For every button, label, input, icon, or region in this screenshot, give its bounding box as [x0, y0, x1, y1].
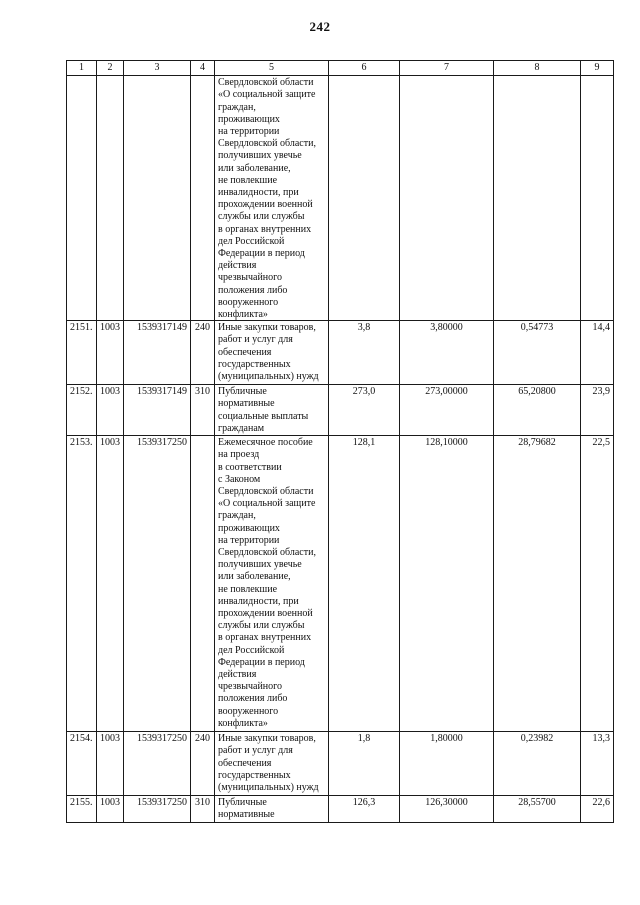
description-line: на территории — [218, 534, 280, 546]
description-cell — [215, 436, 329, 732]
description-line: социальные выплаты — [218, 410, 309, 422]
target-code-cell: 1539317149 — [124, 321, 191, 385]
row-number-cell: 2154. — [67, 732, 97, 796]
budget-table — [66, 60, 614, 823]
col7-cell — [400, 76, 494, 321]
page-number: 242 — [309, 19, 331, 34]
description-cell — [215, 321, 329, 385]
table-row-2152 — [67, 385, 614, 436]
table-row-2153 — [67, 436, 614, 732]
description-line: граждан, — [218, 101, 256, 113]
row-number-cell: 2153. — [67, 436, 97, 732]
expense-type-cell: 240 — [191, 321, 215, 385]
description-line: (муниципальных) нужд — [218, 371, 319, 383]
description-line: конфликта» — [218, 309, 268, 321]
header-cell: 1 — [67, 61, 97, 76]
col6-cell: 1,8 — [329, 732, 400, 796]
description-line: чрезвычайного — [218, 681, 283, 693]
header-cell: 7 — [400, 61, 494, 76]
description-line: нормативные — [218, 809, 275, 821]
description-line: гражданам — [218, 422, 265, 434]
table-row-2154 — [67, 732, 614, 796]
col6-cell: 128,1 — [329, 436, 400, 732]
header-cell: 3 — [124, 61, 191, 76]
target-code-cell: 1539317250 — [124, 436, 191, 732]
table-row-continuation — [67, 76, 614, 321]
col7-cell: 3,80000 — [400, 321, 494, 385]
section-code-cell: 1003 — [97, 436, 124, 732]
description-line: Иные закупки товаров, — [218, 733, 316, 745]
description-line: проживающих — [218, 113, 280, 125]
description-cell — [215, 76, 329, 321]
description-line: «О социальной защите — [218, 89, 316, 101]
col6-cell: 126,3 — [329, 796, 400, 823]
col8-cell: 65,20800 — [494, 385, 581, 436]
description-line: Федерации в период — [218, 248, 305, 260]
description-line: в соответствии — [218, 461, 282, 473]
description-line: положения либо — [218, 693, 288, 705]
row-number-cell: 2151. — [67, 321, 97, 385]
description-line: конфликта» — [218, 717, 268, 729]
description-line: инвалидности, при — [218, 595, 299, 607]
description-line: с Законом — [218, 473, 261, 485]
target-code-cell: 1539317149 — [124, 385, 191, 436]
description-line: «О социальной защите — [218, 498, 316, 510]
description-line: или заболевание, — [218, 571, 291, 583]
description-cell — [215, 385, 329, 436]
description-text — [218, 386, 325, 434]
description-line: вооруженного — [218, 296, 279, 308]
expense-type-cell — [191, 76, 215, 321]
col7-cell: 1,80000 — [400, 732, 494, 796]
description-line: службы или службы — [218, 211, 305, 223]
row-number-cell: 2155. — [67, 796, 97, 823]
description-text — [218, 797, 325, 821]
col8-cell: 0,23982 — [494, 732, 581, 796]
description-line: государственных — [218, 769, 291, 781]
expense-type-cell: 240 — [191, 732, 215, 796]
table-row-2155 — [67, 796, 614, 823]
description-line: проживающих — [218, 522, 280, 534]
description-line: в органах внутренних — [218, 223, 312, 235]
description-text — [218, 322, 325, 383]
col8-cell: 0,54773 — [494, 321, 581, 385]
expense-type-cell — [191, 436, 215, 732]
description-line: действия — [218, 260, 257, 272]
col7-cell: 128,10000 — [400, 436, 494, 732]
description-line: Свердловской области, — [218, 547, 316, 559]
description-line: обеспечения — [218, 757, 272, 769]
description-text — [218, 733, 325, 794]
col9-cell: 22,5 — [581, 436, 614, 732]
section-code-cell: 1003 — [97, 732, 124, 796]
description-line: работ и услуг для — [218, 334, 293, 346]
description-line: на территории — [218, 126, 280, 138]
description-line: Федерации в период — [218, 656, 305, 668]
section-code-cell: 1003 — [97, 796, 124, 823]
description-line: обеспечения — [218, 346, 272, 358]
description-line: службы или службы — [218, 620, 305, 632]
description-line: чрезвычайного — [218, 272, 283, 284]
col9-cell: 14,4 — [581, 321, 614, 385]
section-code-cell — [97, 76, 124, 321]
description-line: прохождении военной — [218, 199, 313, 211]
description-text — [218, 437, 325, 730]
description-line: прохождении военной — [218, 608, 313, 620]
col7-cell: 273,00000 — [400, 385, 494, 436]
description-line: государственных — [218, 358, 291, 370]
description-line: работ и услуг для — [218, 745, 293, 757]
row-number-cell: 2152. — [67, 385, 97, 436]
col7-cell: 126,30000 — [400, 796, 494, 823]
target-code-cell — [124, 76, 191, 321]
header-cell: 2 — [97, 61, 124, 76]
col6-cell — [329, 76, 400, 321]
header-cell: 4 — [191, 61, 215, 76]
col8-cell — [494, 76, 581, 321]
col9-cell — [581, 76, 614, 321]
description-cell — [215, 732, 329, 796]
description-line: действия — [218, 669, 257, 681]
header-cell: 6 — [329, 61, 400, 76]
col9-cell: 23,9 — [581, 385, 614, 436]
description-line: получивших увечье — [218, 150, 302, 162]
description-line: нормативные — [218, 398, 275, 410]
description-line: не повлекшие — [218, 174, 278, 186]
description-text — [218, 77, 325, 319]
col9-cell: 13,3 — [581, 732, 614, 796]
section-code-cell: 1003 — [97, 385, 124, 436]
description-line: Публичные — [218, 386, 267, 398]
description-line: Публичные — [218, 797, 267, 809]
description-line: дел Российской — [218, 235, 285, 247]
description-line: получивших увечье — [218, 559, 302, 571]
description-line: дел Российской — [218, 644, 285, 656]
header-cell: 8 — [494, 61, 581, 76]
description-line: или заболевание, — [218, 162, 291, 174]
description-line: в органах внутренних — [218, 632, 312, 644]
description-line: (муниципальных) нужд — [218, 782, 319, 794]
expense-type-cell: 310 — [191, 796, 215, 823]
header-row — [67, 61, 614, 76]
target-code-cell: 1539317250 — [124, 796, 191, 823]
description-line: Свердловской области — [218, 77, 314, 89]
description-line: Свердловской области — [218, 486, 314, 498]
description-line: на проезд — [218, 449, 260, 461]
table-row-2151 — [67, 321, 614, 385]
row-number-cell — [67, 76, 97, 321]
header-cell: 5 — [215, 61, 329, 76]
description-line: Свердловской области, — [218, 138, 316, 150]
expense-type-cell: 310 — [191, 385, 215, 436]
col6-cell: 273,0 — [329, 385, 400, 436]
description-line: Иные закупки товаров, — [218, 322, 316, 334]
description-line: не повлекшие — [218, 583, 278, 595]
description-line: положения либо — [218, 284, 288, 296]
col6-cell: 3,8 — [329, 321, 400, 385]
description-line: инвалидности, при — [218, 187, 299, 199]
header-cell: 9 — [581, 61, 614, 76]
description-line: граждан, — [218, 510, 256, 522]
col8-cell: 28,55700 — [494, 796, 581, 823]
description-cell — [215, 796, 329, 823]
col8-cell: 28,79682 — [494, 436, 581, 732]
description-line: вооруженного — [218, 705, 279, 717]
description-line: Ежемесячное пособие — [218, 437, 313, 449]
target-code-cell: 1539317250 — [124, 732, 191, 796]
col9-cell: 22,6 — [581, 796, 614, 823]
section-code-cell: 1003 — [97, 321, 124, 385]
